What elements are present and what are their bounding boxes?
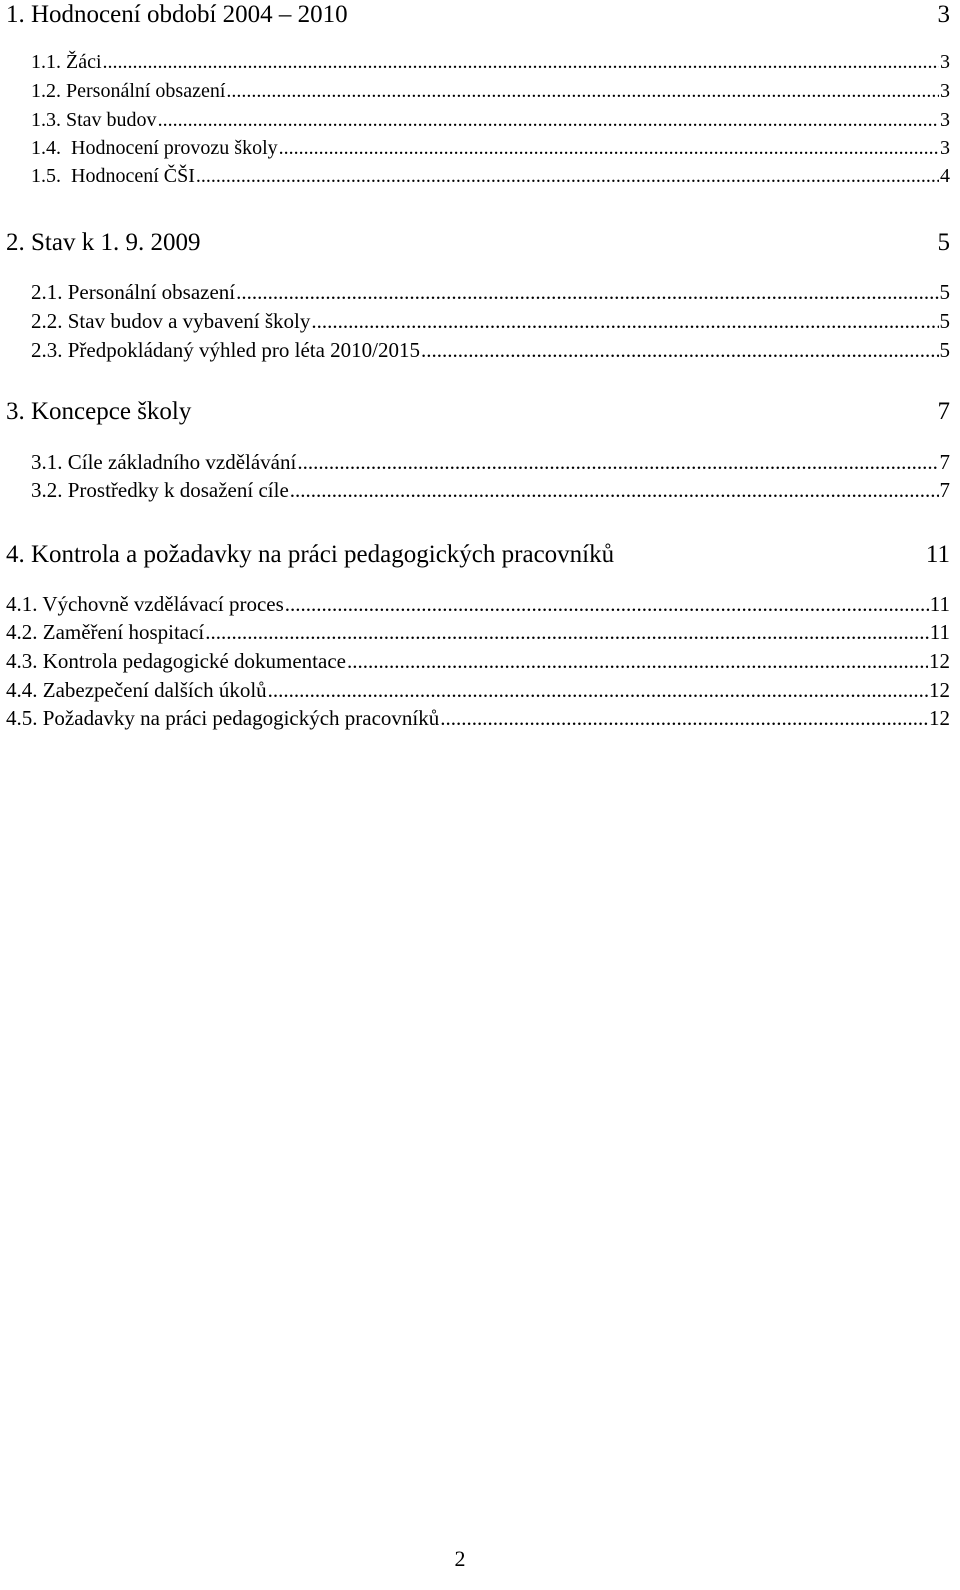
toc-entry-4-2[interactable]	[6, 622, 950, 643]
toc-entry-label: 1.2. Personální obsazení	[31, 80, 226, 102]
dot-leader	[279, 138, 939, 158]
toc-entry-label: 3.1. Cíle základního vzdělávání	[31, 450, 297, 474]
toc-page-number: 11	[929, 592, 950, 616]
toc-entry-label: 3.2. Prostředky k dosažení cíle	[31, 478, 289, 502]
toc-page-number: 5	[939, 309, 950, 333]
toc-entry-4-1[interactable]	[6, 594, 950, 615]
dot-leader	[205, 622, 928, 643]
toc-entry-label: 4.4. Zabezpečení dalších úkolů	[6, 678, 267, 702]
toc-heading-3[interactable]	[6, 399, 950, 424]
toc-page-number: 3	[940, 137, 950, 159]
dot-leader	[268, 680, 928, 701]
dot-leader	[347, 651, 928, 672]
toc-heading-label: 3. Koncepce školy	[6, 398, 192, 425]
toc-heading-1[interactable]	[6, 2, 950, 27]
toc-entry-2-3[interactable]	[31, 340, 950, 361]
toc-entry-label: 1.5. Hodnocení ČŠI	[31, 165, 195, 187]
toc-entry-label: 1.1. Žáci	[31, 51, 102, 73]
toc-page-number: 3	[940, 80, 950, 102]
toc-page-number: 7	[939, 450, 950, 474]
toc-entry-label: 2.3. Předpokládaný výhled pro léta 2010/2015	[31, 338, 421, 362]
toc-page-number: 7	[939, 478, 950, 502]
toc-page-number: 7	[937, 398, 950, 425]
toc-page-number: 3	[940, 51, 950, 73]
toc-page-number: 11	[925, 541, 950, 568]
toc-page-number: 12	[929, 678, 950, 702]
toc-entry-2-1[interactable]	[31, 282, 950, 303]
dot-leader	[440, 708, 928, 729]
toc-heading-label: 4. Kontrola a požadavky na práci pedagogických pracovníků	[6, 541, 615, 568]
dot-leader	[311, 311, 938, 332]
toc-entry-label: 4.3. Kontrola pedagogické dokumentace	[6, 649, 346, 673]
toc-entry-label: 4.2. Zaměření hospitací	[6, 620, 205, 644]
toc-page-number: 4	[940, 165, 950, 187]
toc-page-number: 3	[940, 109, 950, 131]
toc-page-number: 5	[937, 229, 950, 256]
dot-leader	[236, 282, 938, 303]
toc-heading-label: 1. Hodnocení období 2004 – 2010	[6, 1, 348, 28]
toc-entry-label: 4.1. Výchovně vzdělávací proces	[6, 592, 284, 616]
toc-entry-4-3[interactable]	[6, 651, 950, 672]
dot-leader	[103, 52, 939, 72]
toc-entry-3-1[interactable]	[31, 452, 950, 473]
toc-page-number: 12	[929, 649, 950, 673]
toc-heading-4[interactable]	[6, 542, 950, 567]
dot-leader	[158, 110, 939, 130]
dot-leader	[421, 340, 938, 361]
toc-entry-4-5[interactable]	[6, 708, 950, 729]
toc-entry-3-2[interactable]	[31, 480, 950, 501]
dot-leader	[196, 166, 939, 186]
toc-page-number: 12	[929, 706, 950, 730]
toc-entry-4-4[interactable]	[6, 680, 950, 701]
toc-entry-1-4[interactable]	[31, 138, 950, 158]
toc-page-number: 5	[939, 280, 950, 304]
toc-entry-1-3[interactable]	[31, 110, 950, 130]
toc-entry-1-5[interactable]	[31, 166, 950, 186]
toc-entry-1-2[interactable]	[31, 81, 950, 101]
toc-entry-label: 4.5. Požadavky na práci pedagogických pracovníků	[6, 706, 440, 730]
toc-heading-2[interactable]	[6, 230, 950, 255]
toc-entry-label: 2.1. Personální obsazení	[31, 280, 236, 304]
page-number: 2	[454, 1546, 466, 1571]
toc-entry-label: 2.2. Stav budov a vybavení školy	[31, 309, 311, 333]
dot-leader	[285, 594, 929, 615]
dot-leader	[290, 480, 939, 501]
dot-leader	[297, 452, 938, 473]
dot-leader	[226, 81, 939, 101]
toc-page-number: 5	[939, 338, 950, 362]
toc-page-number: 11	[929, 620, 950, 644]
toc-page-number: 3	[937, 1, 950, 28]
toc-entry-label: 1.3. Stav budov	[31, 109, 157, 131]
toc-entry-label: 1.4. Hodnocení provozu školy	[31, 137, 278, 159]
toc-heading-label: 2. Stav k 1. 9. 2009	[6, 229, 201, 256]
toc-entry-2-2[interactable]	[31, 311, 950, 332]
toc-entry-1-1[interactable]	[31, 52, 950, 72]
